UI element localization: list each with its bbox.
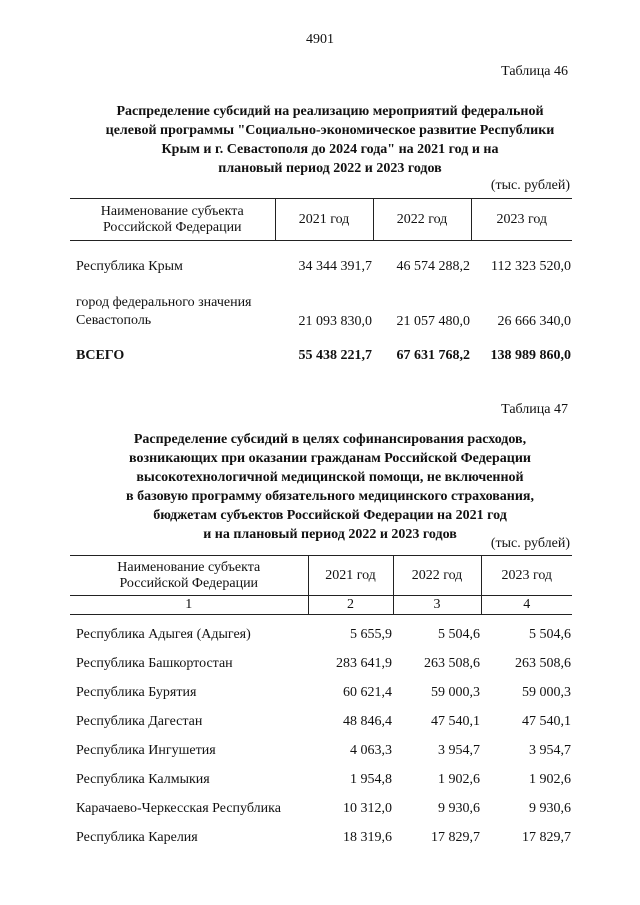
cell-2021: 5 655,9 [350, 627, 392, 642]
col-number: 1 [70, 596, 308, 615]
table-row [70, 708, 572, 737]
page-number: 4901 [306, 32, 334, 47]
table47-header-name [70, 556, 308, 596]
cell-2023: 47 540,1 [522, 714, 571, 729]
table47-title-line: высокотехнологичной медицинской помощи, не включенной [136, 470, 524, 485]
cell-2021: 1 954,8 [350, 772, 392, 787]
cell-2022: 5 504,6 [438, 627, 480, 642]
cell-2022: 9 930,6 [438, 801, 480, 816]
table46 [70, 198, 572, 367]
table46-title-line: целевой программы "Социально-экономическое развитие Республики [105, 123, 555, 138]
table46-header-2023: 2023 год [471, 199, 572, 241]
row-name: Республика Адыгея (Адыгея) [76, 627, 251, 642]
table47-header-2022: 2022 год [393, 556, 481, 596]
row-name: Республика Калмыкия [76, 772, 210, 787]
table46-header-row [70, 199, 572, 241]
row-name [70, 293, 275, 331]
total-2023: 138 989 860,0 [490, 347, 571, 363]
table-row [70, 650, 572, 679]
header-name-line1: Наименование субъекта [100, 203, 244, 219]
row-name: Республика Дагестан [76, 714, 203, 729]
table46-title [60, 102, 600, 178]
table46-header-2022: 2022 год [373, 199, 471, 241]
table46-header-name [70, 199, 275, 241]
cell-2021: 10 312,0 [343, 801, 392, 816]
cell-2022: 21 057 480,0 [396, 313, 470, 329]
cell-2022: 263 508,6 [424, 656, 480, 671]
cell-2021: 283 641,9 [336, 656, 392, 671]
table-row [70, 621, 572, 650]
cell-2022: 1 902,6 [438, 772, 480, 787]
row-name-line2: Севастополь [76, 312, 152, 328]
row-name: Республика Башкортостан [76, 656, 233, 671]
table47-title-line: и на плановый период 2022 и 2023 годов [203, 527, 457, 542]
table47-title-line: бюджетам субъектов Российской Федерации на 2021 год [153, 508, 507, 523]
table47-title-line: возникающих при оказании гражданам Российской Федерации [128, 451, 531, 466]
cell-2023: 26 666 340,0 [497, 313, 571, 329]
col-number: 2 [308, 596, 393, 615]
table47-title-line: Распределение субсидий в целях софинансирования расходов, [133, 432, 527, 447]
cell-2023: 3 954,7 [529, 743, 571, 758]
table-row [70, 293, 572, 331]
table47-title [60, 430, 600, 544]
row-name: Республика Ингушетия [76, 743, 216, 758]
cell-2023: 59 000,3 [522, 685, 571, 700]
table46-title-line: плановый период 2022 и 2023 годов [218, 161, 442, 176]
total-2022: 67 631 768,2 [396, 347, 470, 363]
table47 [70, 555, 572, 853]
cell-2021: 48 846,4 [343, 714, 392, 729]
cell-2022: 46 574 288,2 [396, 258, 470, 274]
table-row [70, 795, 572, 824]
table-row [70, 766, 572, 795]
row-name: Карачаево-Черкесская Республика [76, 801, 281, 816]
cell-2021: 60 621,4 [343, 685, 392, 700]
col-number: 3 [393, 596, 481, 615]
cell-2023: 1 902,6 [529, 772, 571, 787]
table-row [70, 824, 572, 853]
cell-2023: 112 323 520,0 [491, 258, 571, 274]
table-row [70, 737, 572, 766]
table47-header-2023: 2023 год [481, 556, 572, 596]
table47-header-2021: 2021 год [308, 556, 393, 596]
cell-2023: 17 829,7 [522, 830, 571, 845]
header-name-line2: Российской Федерации [119, 575, 259, 591]
row-name: Республика Бурятия [76, 685, 197, 700]
header-name-line1: Наименование субъекта [117, 559, 261, 575]
table47-label: Таблица 47 [501, 402, 568, 417]
header-name-line2: Российской Федерации [102, 219, 242, 235]
cell-2022: 17 829,7 [431, 830, 480, 845]
cell-2022: 47 540,1 [431, 714, 480, 729]
cell-2021: 34 344 391,7 [298, 258, 372, 274]
col-number: 4 [481, 596, 572, 615]
table47-units: (тыс. рублей) [490, 536, 570, 551]
table46-title-line: Распределение субсидий на реализацию мероприятий федеральной [116, 104, 544, 119]
cell-2023: 263 508,6 [515, 656, 571, 671]
table46-title-line: Крым и г. Севастополя до 2024 года" на 2021 год и на [161, 142, 499, 157]
table46-header-2021: 2021 год [275, 199, 373, 241]
total-row [70, 345, 572, 367]
table46-units: (тыс. рублей) [490, 178, 570, 193]
table-row [70, 255, 572, 279]
row-name: Республика Карелия [76, 830, 198, 845]
cell-2021: 18 319,6 [343, 830, 392, 845]
cell-2021: 4 063,3 [350, 743, 392, 758]
table47-title-line: в базовую программу обязательного медицинского страхования, [126, 489, 534, 504]
table47-header-row [70, 556, 572, 596]
cell-2023: 5 504,6 [529, 627, 571, 642]
cell-2022: 3 954,7 [438, 743, 480, 758]
cell-2021: 21 093 830,0 [298, 313, 372, 329]
total-2021: 55 438 221,7 [298, 347, 372, 363]
total-label: ВСЕГО [76, 347, 125, 363]
table-row [70, 679, 572, 708]
table46-label: Таблица 46 [501, 64, 568, 79]
row-name-line1: город федерального значения [76, 294, 252, 310]
cell-2023: 9 930,6 [529, 801, 571, 816]
table47-column-numbers [70, 596, 572, 615]
row-name: Республика Крым [76, 258, 183, 274]
cell-2022: 59 000,3 [431, 685, 480, 700]
